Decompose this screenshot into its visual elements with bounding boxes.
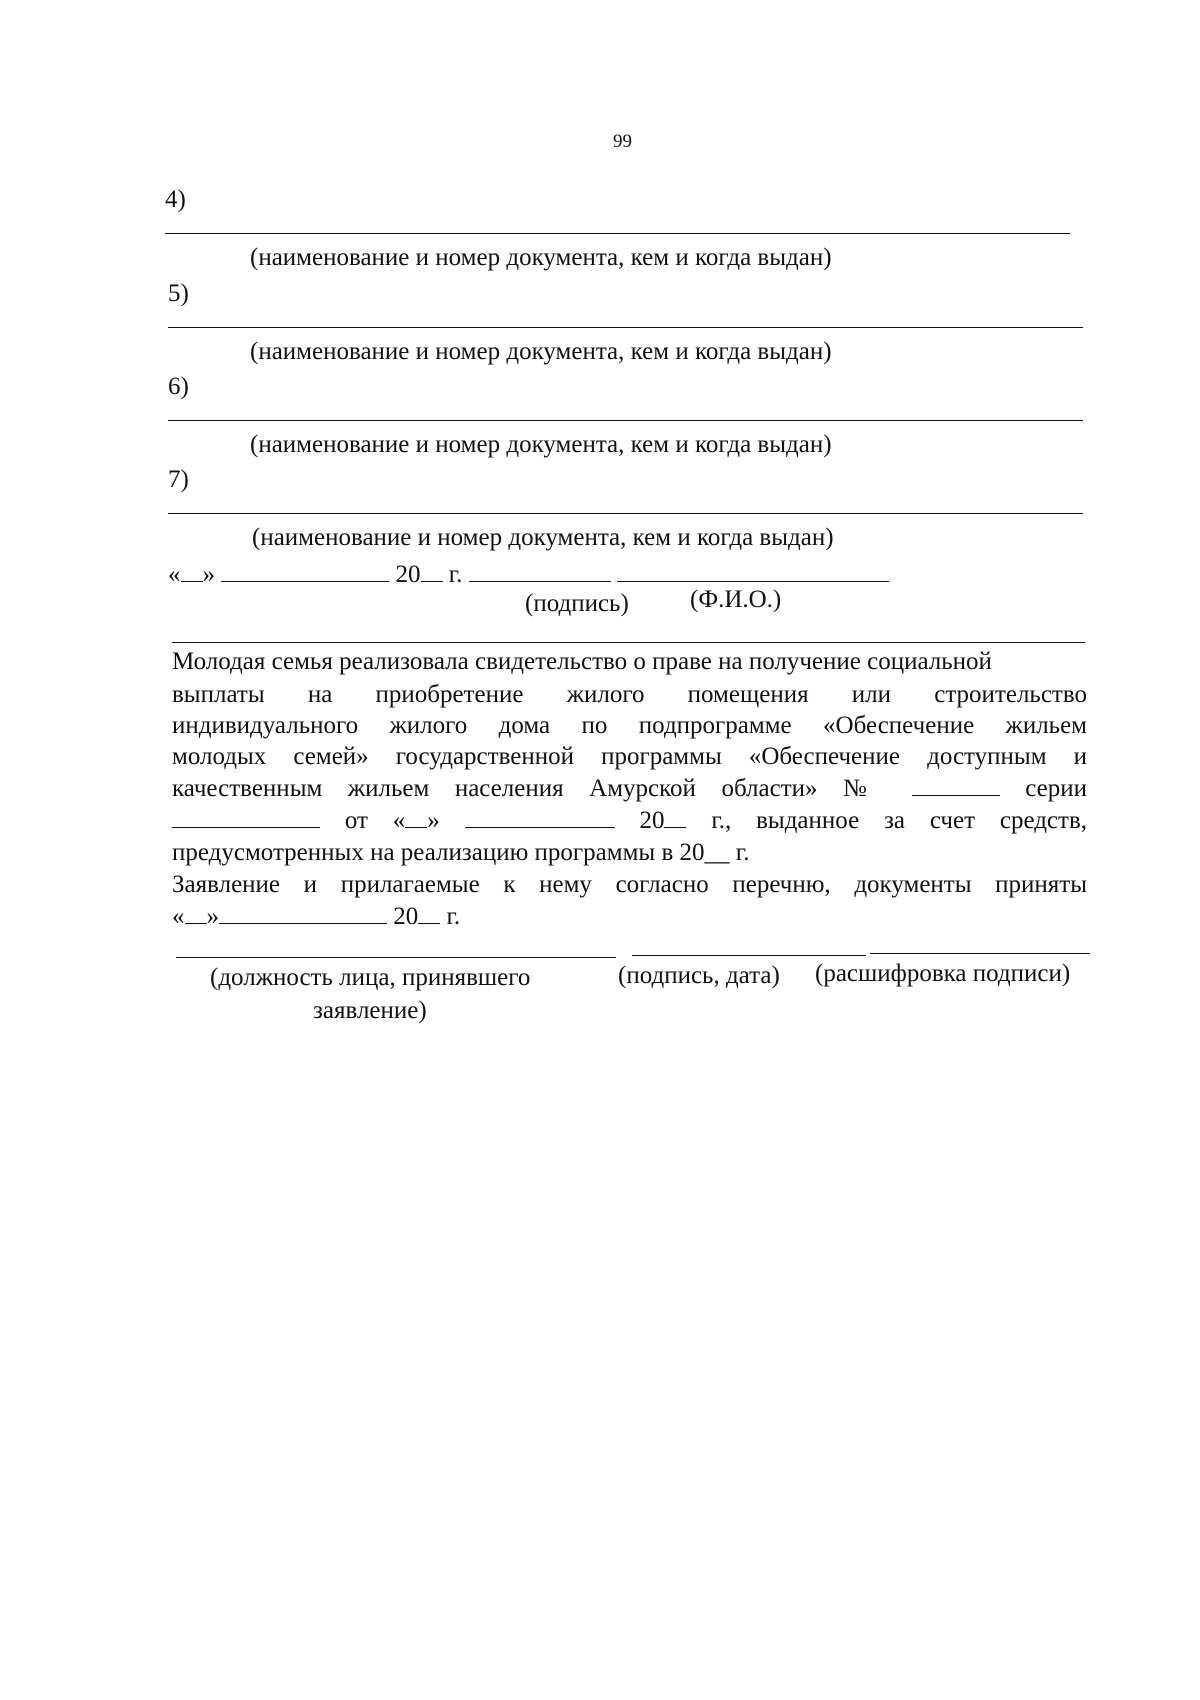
officer-decoding-line <box>870 953 1090 954</box>
officer-position-caption: (должность лица, принявшего <box>210 964 531 991</box>
full-name-blank <box>617 561 889 582</box>
item-4-fill-line <box>165 233 1070 234</box>
acceptance-line-1: Заявление и прилагаемые к нему согласно перечню, документы приняты <box>172 871 1087 898</box>
officer-sign-date-line <box>632 955 866 956</box>
officer-position-caption-line-2: заявление) <box>313 997 427 1024</box>
issue-month-blank <box>465 807 615 828</box>
item-5-fill-line <box>168 327 1083 328</box>
signature-caption: (подпись) <box>525 590 629 617</box>
issue-day-blank <box>405 807 427 828</box>
day-blank <box>181 561 203 582</box>
item-6-fill-line <box>168 420 1083 421</box>
officer-position-line <box>176 957 616 958</box>
paragraph-line-3: индивидуального жилого дома по подпрограмме «Обеспечение жильем <box>172 712 1087 739</box>
item-number-5: 5) <box>168 280 189 307</box>
paragraph-line-4: молодых семей» государственной программы «Обеспечение доступным и <box>172 743 1087 770</box>
item-4-caption: (наименование и номер документа, кем и когда выдан) <box>250 244 832 271</box>
acceptance-date-line: « » 20 г. <box>172 903 461 930</box>
certificate-number-blank <box>912 775 1000 796</box>
acceptance-year-blank <box>418 903 440 924</box>
item-number-4: 4) <box>165 186 186 213</box>
full-name-caption: (Ф.И.О.) <box>690 586 782 613</box>
paragraph-line-7: предусмотренных на реализацию программы в 20__ г. <box>172 839 750 866</box>
officer-sign-date-caption: (подпись, дата) <box>618 962 780 989</box>
acceptance-day-blank <box>185 903 207 924</box>
month-blank <box>221 561 389 582</box>
paragraph-line-6: от « » 20 г., выданное за счет средств, <box>172 807 1087 835</box>
paragraph-line-5: качественным жильем населения Амурской области» № серии <box>172 775 1087 802</box>
item-7-caption: (наименование и номер документа, кем и когда выдан) <box>252 524 834 551</box>
year-blank <box>421 561 443 582</box>
item-5-caption: (наименование и номер документа, кем и когда выдан) <box>250 338 832 365</box>
item-7-fill-line <box>168 513 1083 514</box>
certificate-series-blank <box>172 807 320 828</box>
item-number-7: 7) <box>168 466 189 493</box>
paragraph-line-1: Молодая семья реализовала свидетельство о праве на получение социальной <box>172 648 992 675</box>
officer-decoding-caption: (расшифровка подписи) <box>815 960 1071 987</box>
applicant-date-line: « » 20 г. <box>168 561 889 589</box>
acceptance-month-blank <box>219 903 387 924</box>
signature-blank <box>469 561 611 582</box>
paragraph-line-2: выплаты на приобретение жилого помещения или строительство <box>172 681 1087 708</box>
item-number-6: 6) <box>168 373 189 400</box>
issue-year-blank <box>664 807 686 828</box>
separator-line <box>172 642 1085 643</box>
page-number: 99 <box>613 131 632 152</box>
item-6-caption: (наименование и номер документа, кем и когда выдан) <box>250 431 832 458</box>
